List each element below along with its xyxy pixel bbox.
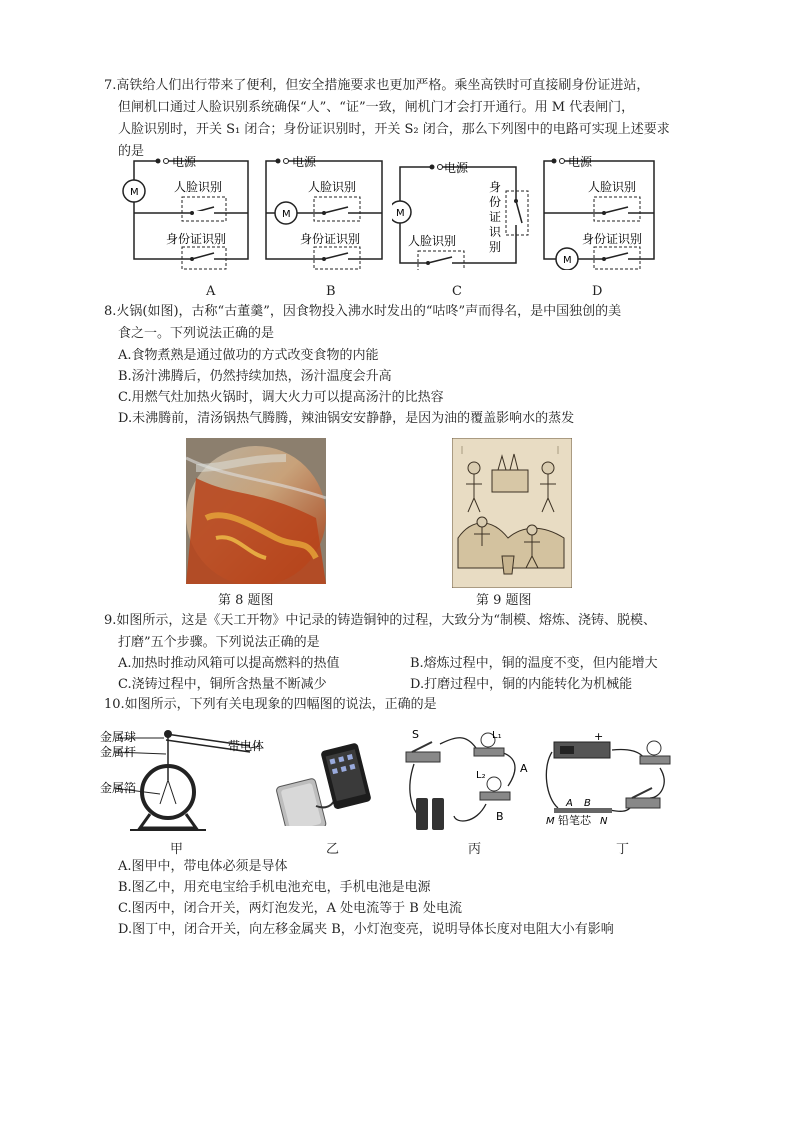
q7-circuit-b	[258, 155, 388, 270]
circuit-a-label: A	[206, 284, 216, 299]
point-a-label: A	[520, 762, 528, 775]
q9-option-a: A.加热时推动风箱可以提高燃料的热值	[118, 656, 340, 671]
svg-text:身份证识别: 身份证识别	[300, 232, 361, 246]
q8-option-c: C.用燃气灶加热火锅时，调大火力可以提高汤汁的比热容	[118, 390, 444, 405]
metal-ball-label: 金属球	[100, 730, 137, 744]
tiangong-kaiwu-illustration	[452, 438, 572, 588]
q9-text-line1: 9.如图所示，这是《天工开物》中记录的铸造铜钟的过程，大致分为“制模、熔炼、浇铸、脱模、	[104, 613, 657, 628]
face-label: 人脸识别	[174, 180, 223, 194]
circuit-c-label: C	[452, 284, 462, 299]
point-b-label: B	[496, 810, 504, 823]
q10-option-d: D.图丁中，闭合开关，向左移金属夹 B，小灯泡变亮，说明导体长度对电阻大小有影响	[118, 922, 614, 937]
power-label: 电源	[172, 155, 197, 169]
q7-circuit-a	[120, 155, 260, 270]
electroscope-figure	[100, 724, 290, 836]
q7-text-line4: 的是	[118, 144, 145, 159]
q9-option-c: C.浇铸过程中，铜所含热量不断减少	[118, 677, 327, 692]
q8-text-line2: 食之一。下列说法正确的是	[118, 326, 275, 341]
lamp-l2-label: L₂	[476, 770, 486, 781]
switch-s-label: S	[412, 728, 419, 741]
svg-text:M: M	[282, 209, 291, 220]
circuit-d-label: D	[592, 284, 603, 299]
figure-jia-label: 甲	[170, 842, 184, 857]
pencil-lead-label: 铅笔芯	[558, 814, 591, 827]
q7-circuit-c	[392, 155, 532, 270]
q7-text-line2: 但闸机口通过人脸识别系统确保“人”、“证”一致，闸机门才会打开通行。用 M 代表闸门，	[118, 100, 635, 115]
svg-text:M: M	[396, 208, 405, 219]
q9-option-b: B.熔炼过程中，铜的温度不变，但内能增大	[410, 656, 658, 671]
q8-text-line1: 8.火锅(如图)，古称“古董羹”，因食物投入沸水时发出的“咕咚”声而得名，是中国独创的美	[104, 304, 622, 319]
figure-bing-label: 丙	[468, 842, 482, 857]
clip-b-label: B	[584, 798, 591, 809]
q9-text-line2: 打磨”五个步骤。下列说法正确的是	[118, 635, 320, 650]
svg-text:人脸识别: 人脸识别	[588, 180, 637, 194]
id-label: 身份证识别	[166, 232, 227, 246]
svg-text:份: 份	[489, 195, 502, 209]
q10-text-line1: 10.如图所示，下列有关电现象的四幅图的说法，正确的是	[104, 697, 437, 712]
svg-text:身份证识别: 身份证识别	[582, 232, 643, 246]
q9-option-d: D.打磨过程中，铜的内能转化为机械能	[410, 677, 633, 692]
q8-option-b: B.汤汁沸腾后，仍然持续加热，汤汁温度会升高	[118, 369, 392, 384]
end-m-label: M	[546, 816, 555, 827]
q9-figure-caption: 第 9 题图	[476, 593, 532, 608]
q7-text-line1: 7.高铁给人们出行带来了便利，但安全措施要求也更加严格。乘坐高铁时可直接刷身份证进站，	[104, 78, 650, 93]
svg-text:人脸识别: 人脸识别	[408, 234, 457, 248]
figure-ding-label: 丁	[616, 842, 630, 857]
q10-option-a: A.图甲中，带电体必须是导体	[118, 859, 288, 874]
q8-figure-caption: 第 8 题图	[218, 593, 274, 608]
svg-text:电源: 电源	[568, 155, 593, 169]
circuit-b-label: B	[326, 284, 336, 299]
svg-text:证: 证	[489, 210, 502, 224]
metal-foil-label: 金属箔	[100, 781, 137, 795]
figure-yi-label: 乙	[326, 842, 340, 857]
svg-text:+: +	[594, 730, 604, 743]
q10-option-b: B.图乙中，用充电宝给手机电池充电，手机电池是电源	[118, 880, 431, 895]
svg-text:M: M	[563, 255, 572, 266]
series-circuit-figure	[396, 728, 536, 832]
q8-option-d: D.未沸腾前，清汤锅热气腾腾，辣油锅安安静静，是因为油的覆盖影响水的蒸发	[118, 411, 575, 426]
hotpot-photo	[186, 438, 326, 584]
charged-body-label: 带电体	[228, 739, 265, 753]
svg-text:识: 识	[489, 225, 502, 239]
motor-label: M	[130, 187, 139, 198]
metal-rod-label: 金属杆	[100, 745, 137, 759]
lamp-l1-label: L₁	[492, 730, 502, 741]
id-vertical-label	[489, 180, 502, 254]
svg-text:电源: 电源	[444, 161, 469, 175]
q7-circuit-d	[536, 155, 666, 270]
q8-option-a: A.食物煮熟是通过做功的方式改变食物的内能	[118, 348, 379, 363]
q10-option-c: C.图丙中，闭合开关，两灯泡发光，A 处电流等于 B 处电流	[118, 901, 462, 916]
q7-text-line3: 人脸识别时，开关 S₁ 闭合；身份证识别时，开关 S₂ 闭合，那么下列图中的电路可实现上述要求	[118, 122, 670, 137]
svg-text:别: 别	[489, 240, 502, 254]
end-n-label: N	[600, 816, 608, 827]
svg-text:身: 身	[489, 180, 502, 194]
clip-a-label: A	[566, 798, 573, 809]
pencil-lead-circuit-figure	[540, 728, 690, 832]
svg-text:人脸识别: 人脸识别	[308, 180, 357, 194]
svg-text:电源: 电源	[292, 155, 317, 169]
powerbank-phone-figure	[276, 742, 372, 826]
